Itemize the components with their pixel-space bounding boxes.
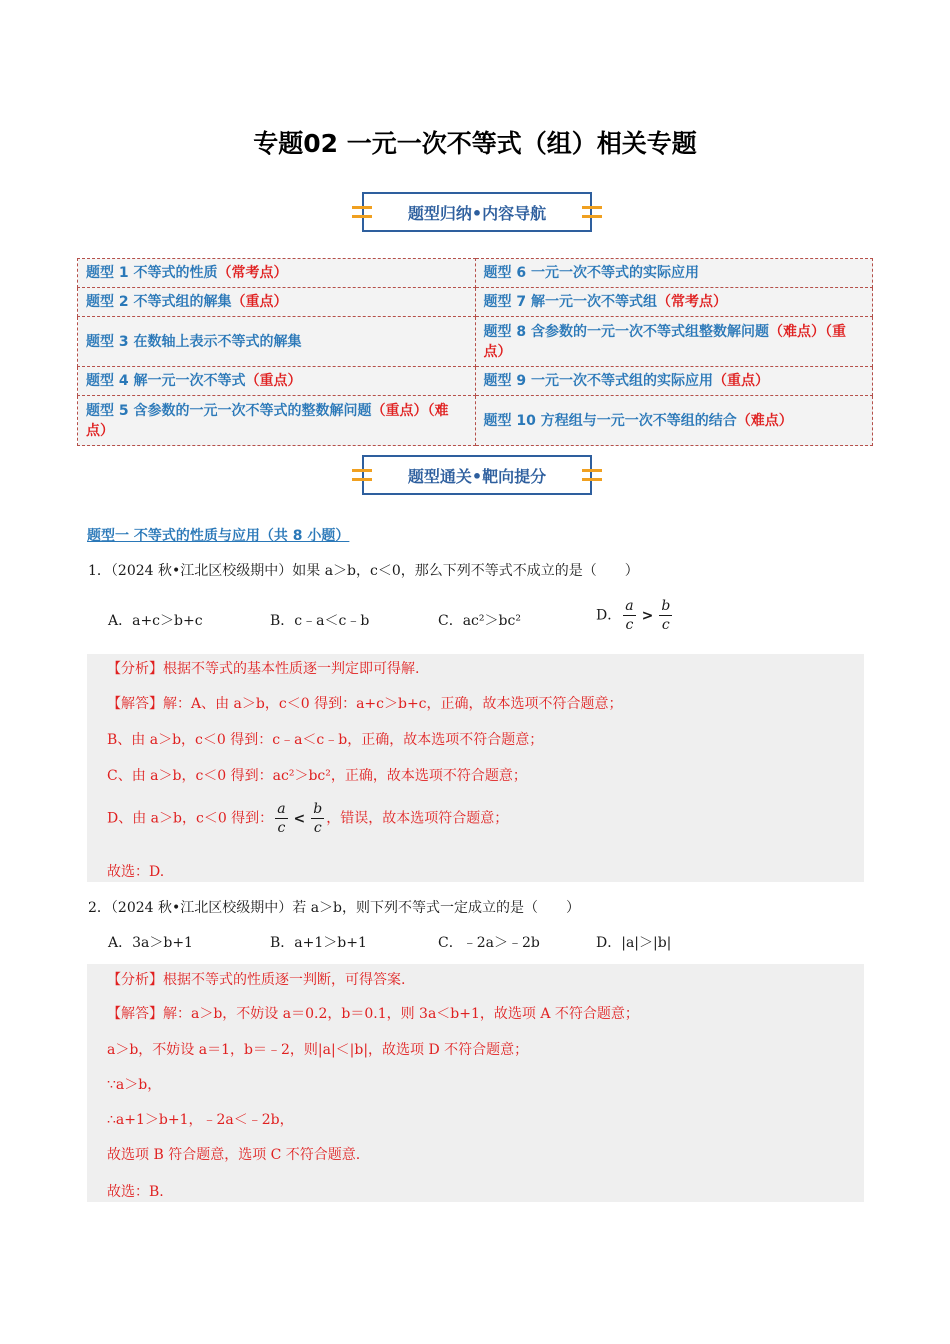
nav-item[interactable]: 题型 2 不等式组的解集（重点） (78, 288, 476, 317)
option-d: D．|a|＞|b| (596, 935, 672, 951)
solution-line: D、由 a＞b，c＜0 得到： $\frac{a}{c}$ < $\frac{b}{c}$ ，错误，故本选项符合题意； (107, 801, 509, 836)
nav-item[interactable]: 题型 8 含参数的一元一次不等式组整数解问题（难点）（重点） (475, 317, 873, 367)
fraction-a-over-c: $\frac{a}{c}$ (277, 801, 286, 836)
nav-item[interactable]: 题型 4 解一元一次不等式（重点） (78, 367, 476, 396)
nav-banner (362, 192, 592, 232)
fraction-a-over-c: $\frac{a}{c}$ (625, 598, 634, 633)
page-title: 专题02 一元一次不等式（组）相关专题 (253, 129, 697, 158)
practice-banner-label: 题型通关•靶向提分 (407, 466, 547, 486)
equals-icon (352, 469, 372, 481)
solution-line: 【解答】解：a＞b，不妨设 a＝0.2，b＝0.1，则 3a＜b+1，故选项 A 不符合题意； (107, 1006, 639, 1022)
equals-icon (352, 206, 372, 218)
nav-item[interactable]: 题型 9 一元一次不等式组的实际应用（重点） (475, 367, 873, 396)
question-1-stem: 1．（2024 秋•江北区校级期中）如果 a＞b，c＜0，那么下列不等式不成立的是（ ） (88, 563, 639, 579)
nav-item[interactable]: 题型 3 在数轴上表示不等式的解集 (78, 317, 476, 367)
solution-line: a＞b，不妨设 a＝1，b＝﹣2，则|a|＜|b|，故选项 D 不符合题意； (107, 1042, 529, 1058)
option-c: C．ac²＞bc² (438, 613, 521, 629)
solution-line: 【解答】解：A、由 a＞b，c＜0 得到：a+c＞b+c，正确，故本选项不符合题意； (107, 696, 623, 712)
equals-icon (582, 469, 602, 481)
solution-line: B、由 a＞b，c＜0 得到：c﹣a＜c﹣b，正确，故本选项不符合题意； (107, 732, 544, 748)
option-b: B．a+1＞b+1 (270, 935, 367, 951)
option-a: A．3a＞b+1 (108, 935, 193, 951)
solution-line: 故选项 B 符合题意，选项 C 不符合题意. (107, 1147, 361, 1163)
practice-banner (362, 455, 592, 495)
final-answer: 故选：B. (107, 1184, 164, 1200)
answer-box-1 (87, 654, 864, 882)
nav-item[interactable]: 题型 7 解一元一次不等式组（常考点） (475, 288, 873, 317)
nav-banner-label: 题型归纳•内容导航 (407, 203, 547, 223)
topic-nav-table (77, 258, 873, 446)
fraction-b-over-c: $\frac{b}{c}$ (313, 801, 323, 836)
solution-line: ∴a+1＞b+1，﹣2a＜﹣2b， (107, 1112, 294, 1128)
answer-box-2 (87, 964, 864, 1202)
solution-line: ∵a＞b， (107, 1077, 162, 1093)
nav-row (78, 367, 873, 396)
fraction-b-over-c: $\frac{b}{c}$ (661, 598, 671, 633)
solution-line: C、由 a＞b，c＜0 得到：ac²＞bc²，正确，故本选项不符合题意； (107, 768, 527, 784)
equals-icon (582, 206, 602, 218)
nav-row (78, 259, 873, 288)
nav-row (78, 396, 873, 446)
section-heading[interactable]: 题型一 不等式的性质与应用（共 8 小题） (87, 528, 350, 544)
nav-item[interactable]: 题型 6 一元一次不等式的实际应用 (475, 259, 873, 288)
nav-row (78, 317, 873, 367)
option-b: B．c﹣a＜c﹣b (270, 613, 370, 629)
nav-item[interactable]: 题型 1 不等式的性质（常考点） (78, 259, 476, 288)
nav-row (78, 288, 873, 317)
nav-item[interactable]: 题型 10 方程组与一元一次不等组的结合（难点） (475, 396, 873, 446)
option-c: C．﹣2a＞﹣2b (438, 935, 540, 951)
nav-item[interactable]: 题型 5 含参数的一元一次不等式的整数解问题（重点）（难点） (78, 396, 476, 446)
option-d: D． $\frac{a}{c}$ > $\frac{b}{c}$ (596, 598, 671, 633)
final-answer: 故选：D. (107, 864, 165, 880)
analysis-text: 【分析】根据不等式的性质逐一判断，可得答案. (107, 972, 406, 988)
option-a: A．a+c＞b+c (108, 613, 203, 629)
question-2-stem: 2．（2024 秋•江北区校级期中）若 a＞b，则下列不等式一定成立的是（ ） (88, 900, 581, 916)
analysis-text: 【分析】根据不等式的基本性质逐一判定即可得解. (107, 661, 420, 677)
